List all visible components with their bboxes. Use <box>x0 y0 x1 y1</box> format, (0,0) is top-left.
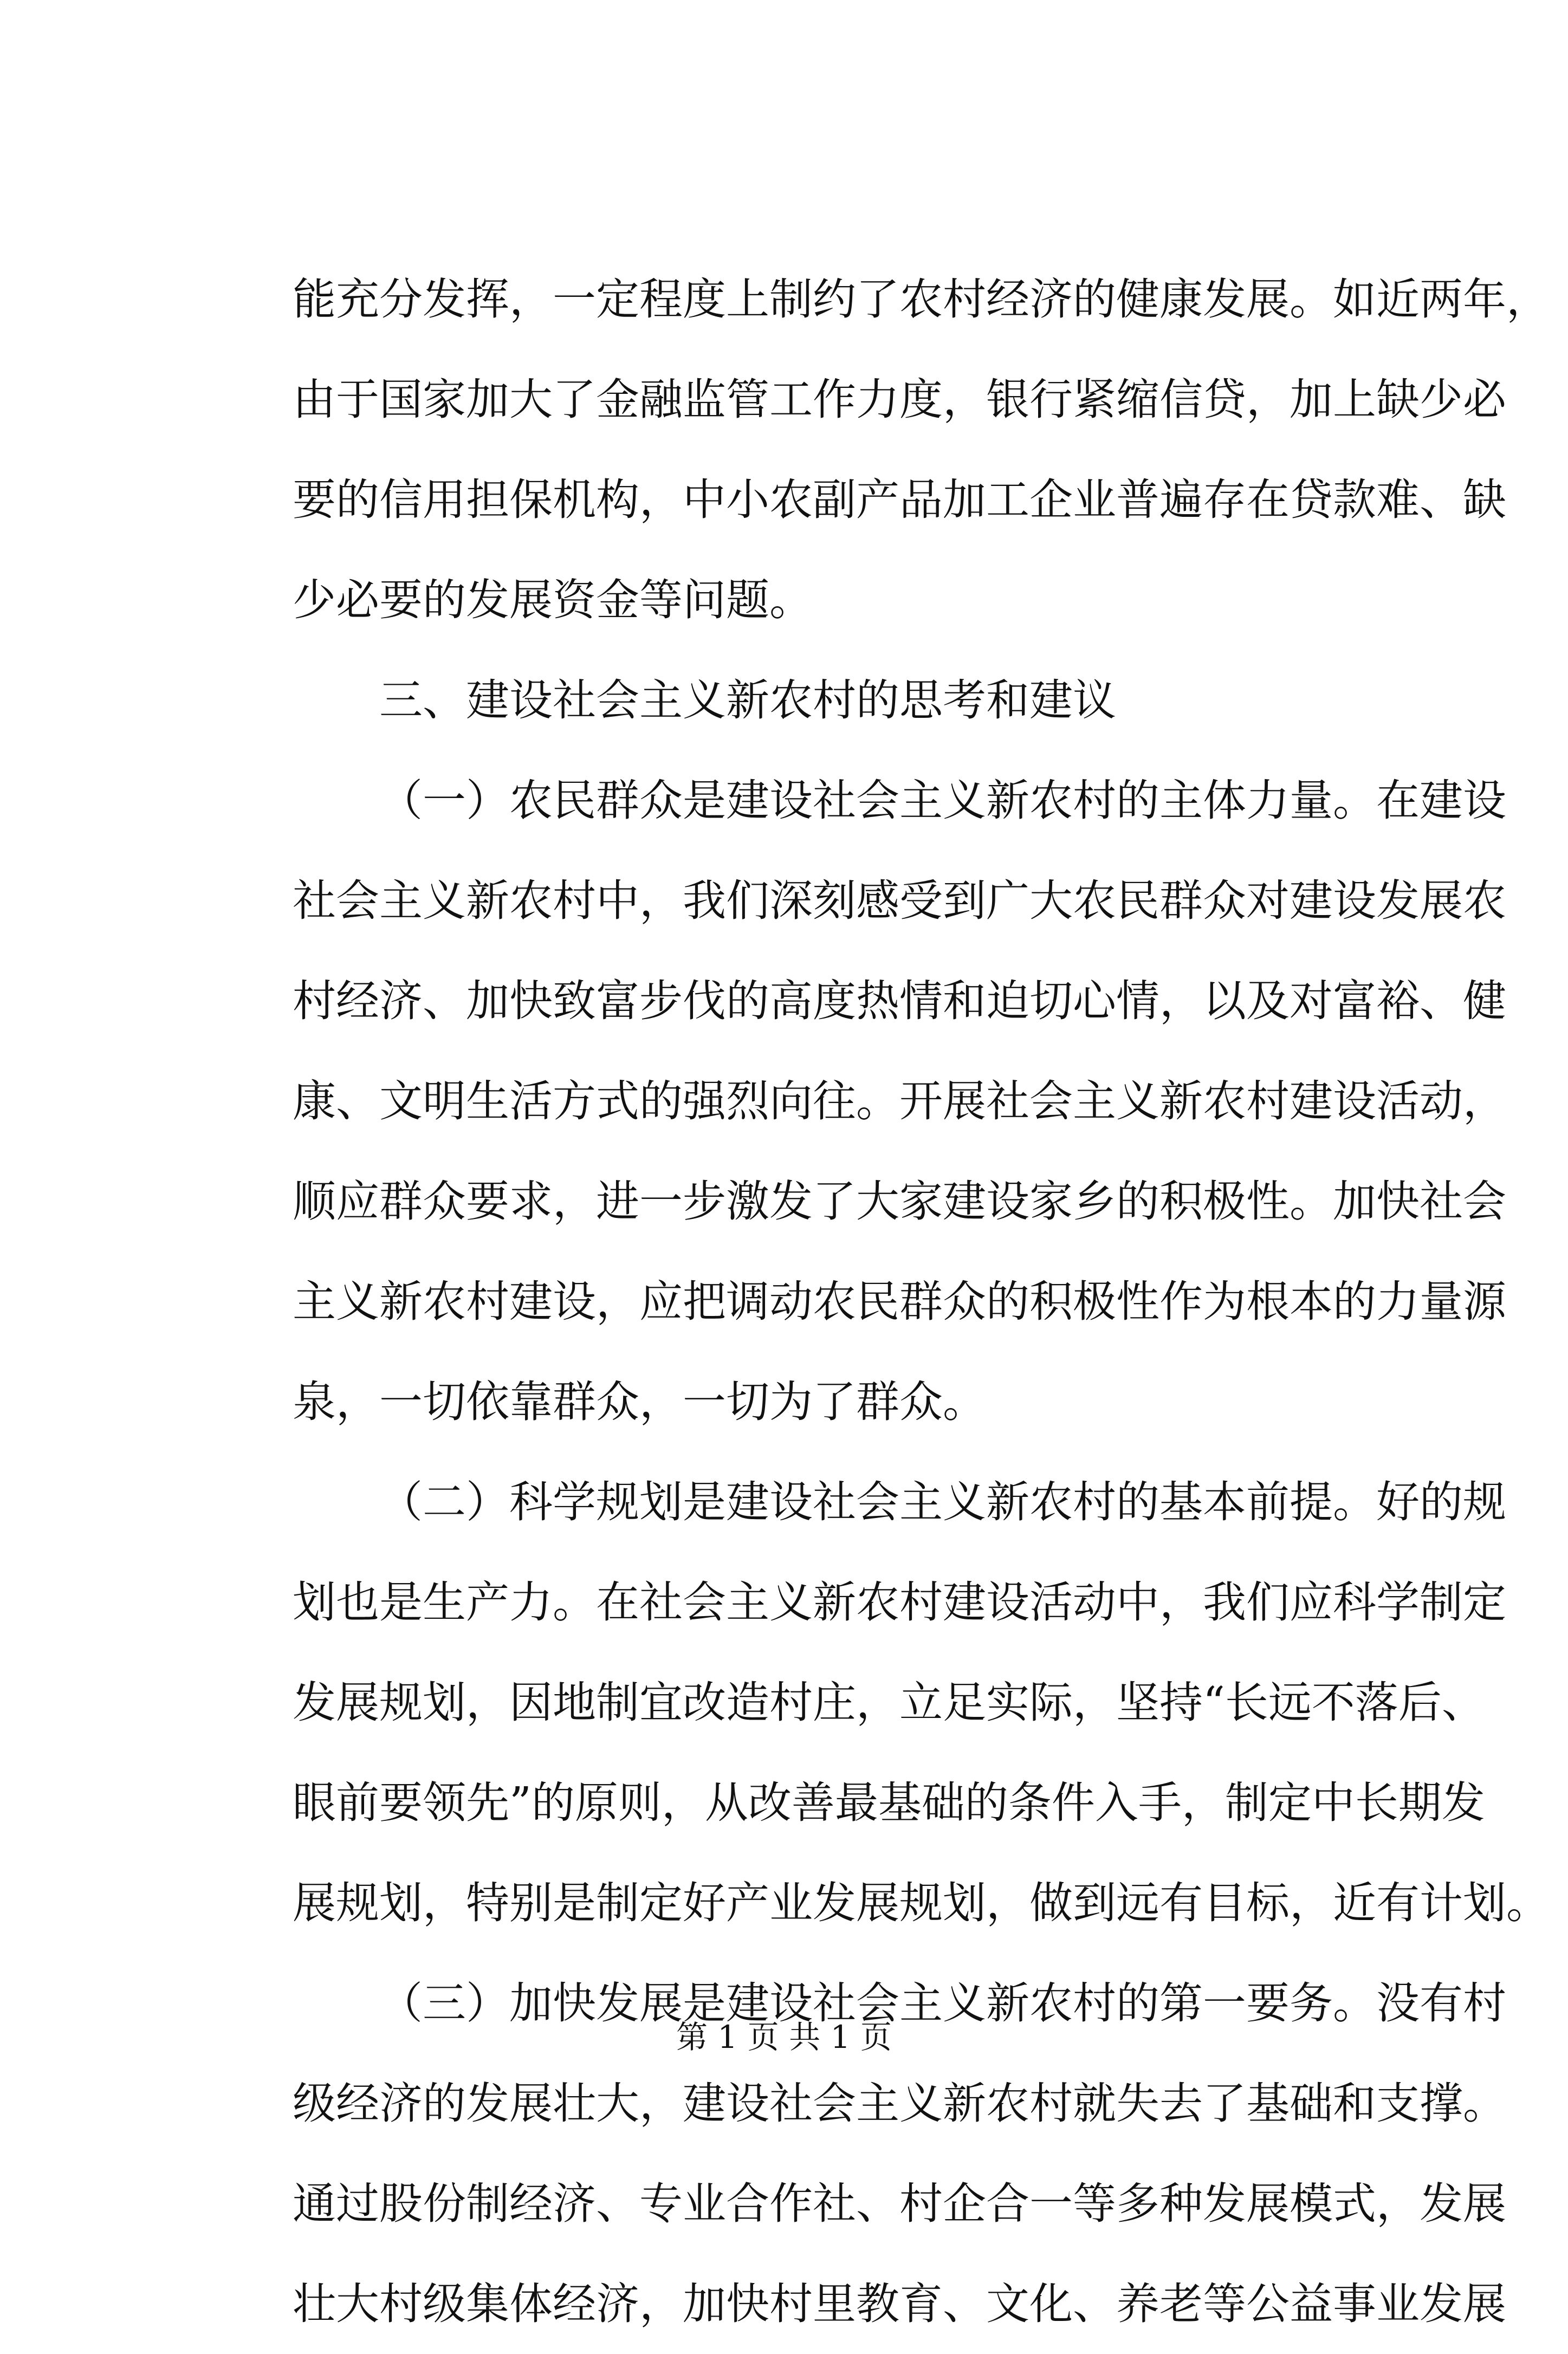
text-line: （二）科学规划是建设社会主义新农村的基本前提。好的规 <box>379 1477 1506 1527</box>
text-line: 康、文明生活方式的强烈向往。开展社会主义新农村建设活动， <box>293 1076 1506 1126</box>
text-line: 少必要的发展资金等问题。 <box>293 575 813 625</box>
text-line: 村经济、加快致富步伐的高度热情和迫切心情，以及对富裕、健 <box>293 976 1506 1026</box>
text-line: 泉，一切依靠群众，一切为了群众。 <box>293 1377 986 1427</box>
page-footer: 第 1 页 共 1 页 <box>676 2019 892 2055</box>
text-line: 要的信用担保机构，中小农副产品加工企业普遍存在贷款难、缺 <box>293 475 1506 525</box>
text-line: 三、建设社会主义新农村的思考和建议 <box>379 675 1116 725</box>
text-line: 划也是生产力。在社会主义新农村建设活动中，我们应科学制定 <box>293 1577 1506 1627</box>
text-line: 能充分发挥，一定程度上制约了农村经济的健康发展。如近两年， <box>293 274 1550 325</box>
text-line: 级经济的发展壮大，建设社会主义新农村就失去了基础和支撑。 <box>293 2078 1506 2129</box>
text-line: 主义新农村建设，应把调动农民群众的积极性作为根本的力量源 <box>293 1276 1506 1327</box>
text-line: （一）农民群众是建设社会主义新农村的主体力量。在建设 <box>379 775 1506 826</box>
text-line: 顺应群众要求，进一步激发了大家建设家乡的积极性。加快社会 <box>293 1176 1506 1227</box>
text-line: 眼前要领先”的原则，从改善最基础的条件入手，制定中长期发 <box>293 1778 1485 1828</box>
text-line: 由于国家加大了金融监管工作力度，银行紧缩信贷，加上缺少必 <box>293 374 1506 425</box>
text-line: 社会主义新农村中，我们深刻感受到广大农民群众对建设发展农 <box>293 876 1506 926</box>
text-line: 壮大村级集体经济，加快村里教育、文化、养老等公益事业发展 <box>293 2279 1506 2329</box>
text-line: 通过股份制经济、专业合作社、村企合一等多种发展模式，发展 <box>293 2178 1506 2229</box>
text-line: （三）加快发展是建设社会主义新农村的第一要务。没有村 <box>379 1978 1506 2028</box>
text-line: 展规划，特别是制定好产业发展规划，做到远有目标，近有计划。 <box>293 1878 1550 1928</box>
text-line: 发展规划，因地制宜改造村庄，立足实际，坚持“长远不落后、 <box>293 1677 1485 1728</box>
